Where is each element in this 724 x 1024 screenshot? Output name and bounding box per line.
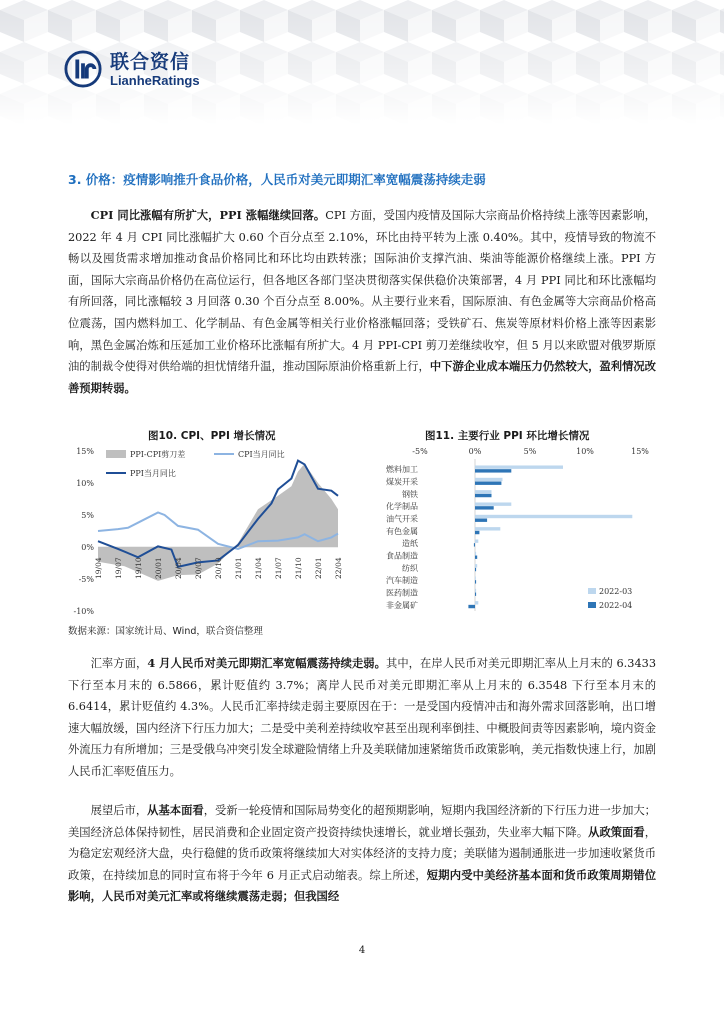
category-label: 造纸: [402, 539, 418, 549]
x-tick-label: -5%: [412, 447, 428, 456]
section-heading: 3. 价格：疫情影响推升食品价格，人民币对美元即期汇率宽幅震荡持续走弱: [68, 172, 486, 187]
y-tick-label: 0%: [81, 543, 94, 552]
y-tick-label: 5%: [81, 511, 94, 520]
bar-2022-04: [474, 543, 475, 546]
bar-2022-03: [475, 601, 478, 604]
bar-2022-04: [475, 506, 494, 509]
category-label: 非金属矿: [386, 600, 418, 610]
bar-2022-03: [475, 465, 563, 468]
y-tick-label: 15%: [76, 447, 94, 456]
figure-11-title: 图11. 主要行业 PPI 环比增长情况: [425, 430, 590, 442]
category-label: 燃料加工: [386, 465, 418, 475]
bar-2022-03: [475, 539, 478, 542]
legend-swatch: [588, 602, 596, 608]
bar-2022-04: [468, 605, 475, 608]
bar-2022-04: [475, 482, 501, 485]
x-tick-label: 19/04: [94, 557, 103, 579]
y-tick-label: -5%: [78, 575, 94, 584]
x-tick-label: 20/07: [194, 557, 203, 579]
bar-2022-03: [475, 564, 477, 567]
bar-2022-03: [475, 478, 503, 481]
bar-2022-04: [475, 580, 476, 583]
data-source-note: 数据来源：国家统计局、Wind，联合资信整理: [68, 626, 263, 637]
x-tick-label: 21/07: [274, 557, 283, 579]
paragraph-body: ，为稳定宏观经济大盘，央行稳健的货币政策将继续加大对实体经济的支持力度；美联储为遏制通胀进一步加速收紧货币政策，在持续加息的同时宣布将于今年 6 月正式启动缩表。综上所述，: [68, 825, 656, 882]
company-logo: [64, 50, 200, 88]
x-tick-label: 22/04: [334, 557, 343, 579]
page-number: 4: [358, 945, 366, 956]
paragraph-emphasis: 短期内受中美经济基本面和货币政策周期错位影响，人民币对美元汇率或将继续震荡走弱；但我国经: [68, 867, 656, 904]
paragraph-body: CPI 方面，受国内疫情及国际大宗商品价格持续上涨等因素影响，2022 年 4 月 CPI 同比涨幅扩大 0.60 个百分点至 2.10%，环比由持平转为上涨 0.40%。其中，疫情导致的物流不畅以及囤货需求增加推动食品价格同比和环比均由跌转涨；国际油价支撑汽油、柴油等能源价格继续上涨。PPI 方面，国际大宗商品价格仍在高位运行，但各地区各部门坚决贯彻落实保供稳价决策部署，4 月 PPI 同比和环比涨幅均有所回落，同比涨幅较 3 月回落 0.30 个百分点至 8.00%。从主要行业来看，国际原油、有色金属等大宗商品价格高位震荡，国内燃料加工、化学制品、有色金属等相关行业价格涨幅回落；受铁矿石、焦炭等原材料价格上涨等因素影响，黑色金属冶炼和压延加工业价格环比涨幅有所扩大。4 月 PPI-CPI 剪刀差继续收窄，但 5 月以来欧盟对俄罗斯原油的制裁令使得对供给端的担忧情绪升温，推动国际原油价格重新上行，: [68, 209, 656, 374]
paragraph-prefix: 汇率方面，: [90, 657, 148, 670]
category-label: 钢铁: [402, 489, 418, 499]
x-tick-label: 20/01: [154, 557, 163, 579]
lianhe-logo-icon: [64, 50, 102, 88]
paragraph-lead: 4 月人民币对美元即期汇率宽幅震荡持续走弱。: [147, 656, 386, 670]
category-label: 化学制品: [386, 502, 418, 512]
x-tick-label: 15%: [631, 447, 649, 456]
bar-2022-03: [475, 576, 476, 579]
category-label: 煤炭开采: [386, 477, 418, 487]
x-tick-label: 5%: [523, 447, 537, 456]
bar-2022-03: [475, 502, 511, 505]
paragraph-exchange-rate: [68, 653, 656, 783]
bar-2022-03: [475, 552, 476, 555]
x-tick-label: 19/07: [114, 557, 123, 579]
y-tick-label: -10%: [73, 607, 94, 615]
bar-2022-04: [475, 568, 476, 571]
paragraph-lead: 从政策面看: [588, 824, 645, 839]
bar-2022-04: [475, 531, 479, 534]
paragraph-lead: 从基本面看: [147, 803, 204, 817]
x-tick-label: 0%: [468, 447, 482, 456]
legend-label: CPI当月同比: [238, 450, 285, 459]
x-tick-label: 20/10: [214, 557, 223, 579]
x-tick-label: 21/01: [234, 557, 243, 579]
bar-2022-04: [475, 593, 476, 596]
logo-english-name: LianheRatings: [110, 72, 200, 88]
paragraph-prices: [68, 205, 656, 399]
paragraph-body: 其中，在岸人民币对美元即期汇率从上月末的 6.3433 下行至本月末的 6.5866，累计贬值约 3.7%；离岸人民币对美元即期汇率从上月末的 6.3548 下行至本月末的 6.6414，累计贬值约 4.3%。人民币汇率持续走弱主要原因在于：一是受国内疫情冲击和海外需求回落影响，出口增速大幅放缓，国内经济下行压力加大；二是受中美利差持续收窄甚至出现利率倒挂、中概股间责等因素影响，境内资金外流压力有所增加；三是受俄乌冲突引发全球避险情绪上升及美联储加速紧缩货币政策影响，美元指数快速上行，加剧人民币汇率贬值压力。: [68, 657, 657, 778]
legend-swatch: [588, 588, 596, 594]
x-tick-label: 10%: [576, 447, 594, 456]
paragraph-body: ，受新一轮疫情和国际局势变化的超预期影响，短期内我国经济新的下行压力进一步加大；美国经济总体保持韧性，居民消费和企业固定资产投资持续快速增长，就业增长强劲，失业率大幅下降。: [68, 804, 656, 839]
paragraph-lead: CPI 同比涨幅有所扩大，PPI 涨幅继续回落。: [90, 208, 326, 222]
legend-label: PPI-CPI剪刀差: [130, 450, 186, 459]
bar-2022-04: [475, 469, 511, 472]
bar-2022-03: [475, 515, 632, 518]
category-label: 油气开采: [386, 514, 418, 524]
figure-10-title: 图10. CPI、PPI 增长情况: [148, 430, 276, 442]
paragraph-prefix: 展望后市，: [90, 804, 148, 817]
bar-2022-04: [475, 519, 487, 522]
bar-2022-03: [475, 490, 492, 493]
y-tick-label: 10%: [76, 479, 94, 488]
category-label: 食品制造: [386, 551, 418, 561]
legend-swatch: [106, 450, 126, 458]
category-label: 有色金属: [386, 526, 418, 536]
legend-label: 2022-04: [599, 601, 633, 610]
x-tick-label: 20/04: [174, 557, 183, 579]
industry-ppi-bar-chart: [378, 443, 660, 615]
bar-2022-04: [475, 556, 477, 559]
legend-label: PPI当月同比: [130, 469, 176, 478]
cpi-ppi-line-chart: [66, 443, 350, 615]
x-tick-label: 21/04: [254, 557, 263, 579]
paragraph-emphasis: 中下游企业成本端压力仍然较大，盈利情况改善预期转弱。: [68, 359, 656, 395]
category-label: 纺织: [402, 563, 418, 573]
category-label: 汽车制造: [386, 576, 418, 586]
bar-2022-04: [475, 494, 492, 497]
x-tick-label: 19/10: [134, 557, 143, 579]
legend-label: 2022-03: [599, 587, 633, 596]
category-label: 医药制造: [386, 588, 418, 598]
x-tick-label: 21/10: [294, 557, 303, 579]
logo-chinese-name: 联合资信: [110, 50, 191, 73]
bar-2022-03: [475, 527, 500, 530]
x-tick-label: 22/01: [314, 557, 323, 579]
bar-2022-03: [475, 589, 476, 592]
paragraph-outlook: [68, 800, 656, 908]
